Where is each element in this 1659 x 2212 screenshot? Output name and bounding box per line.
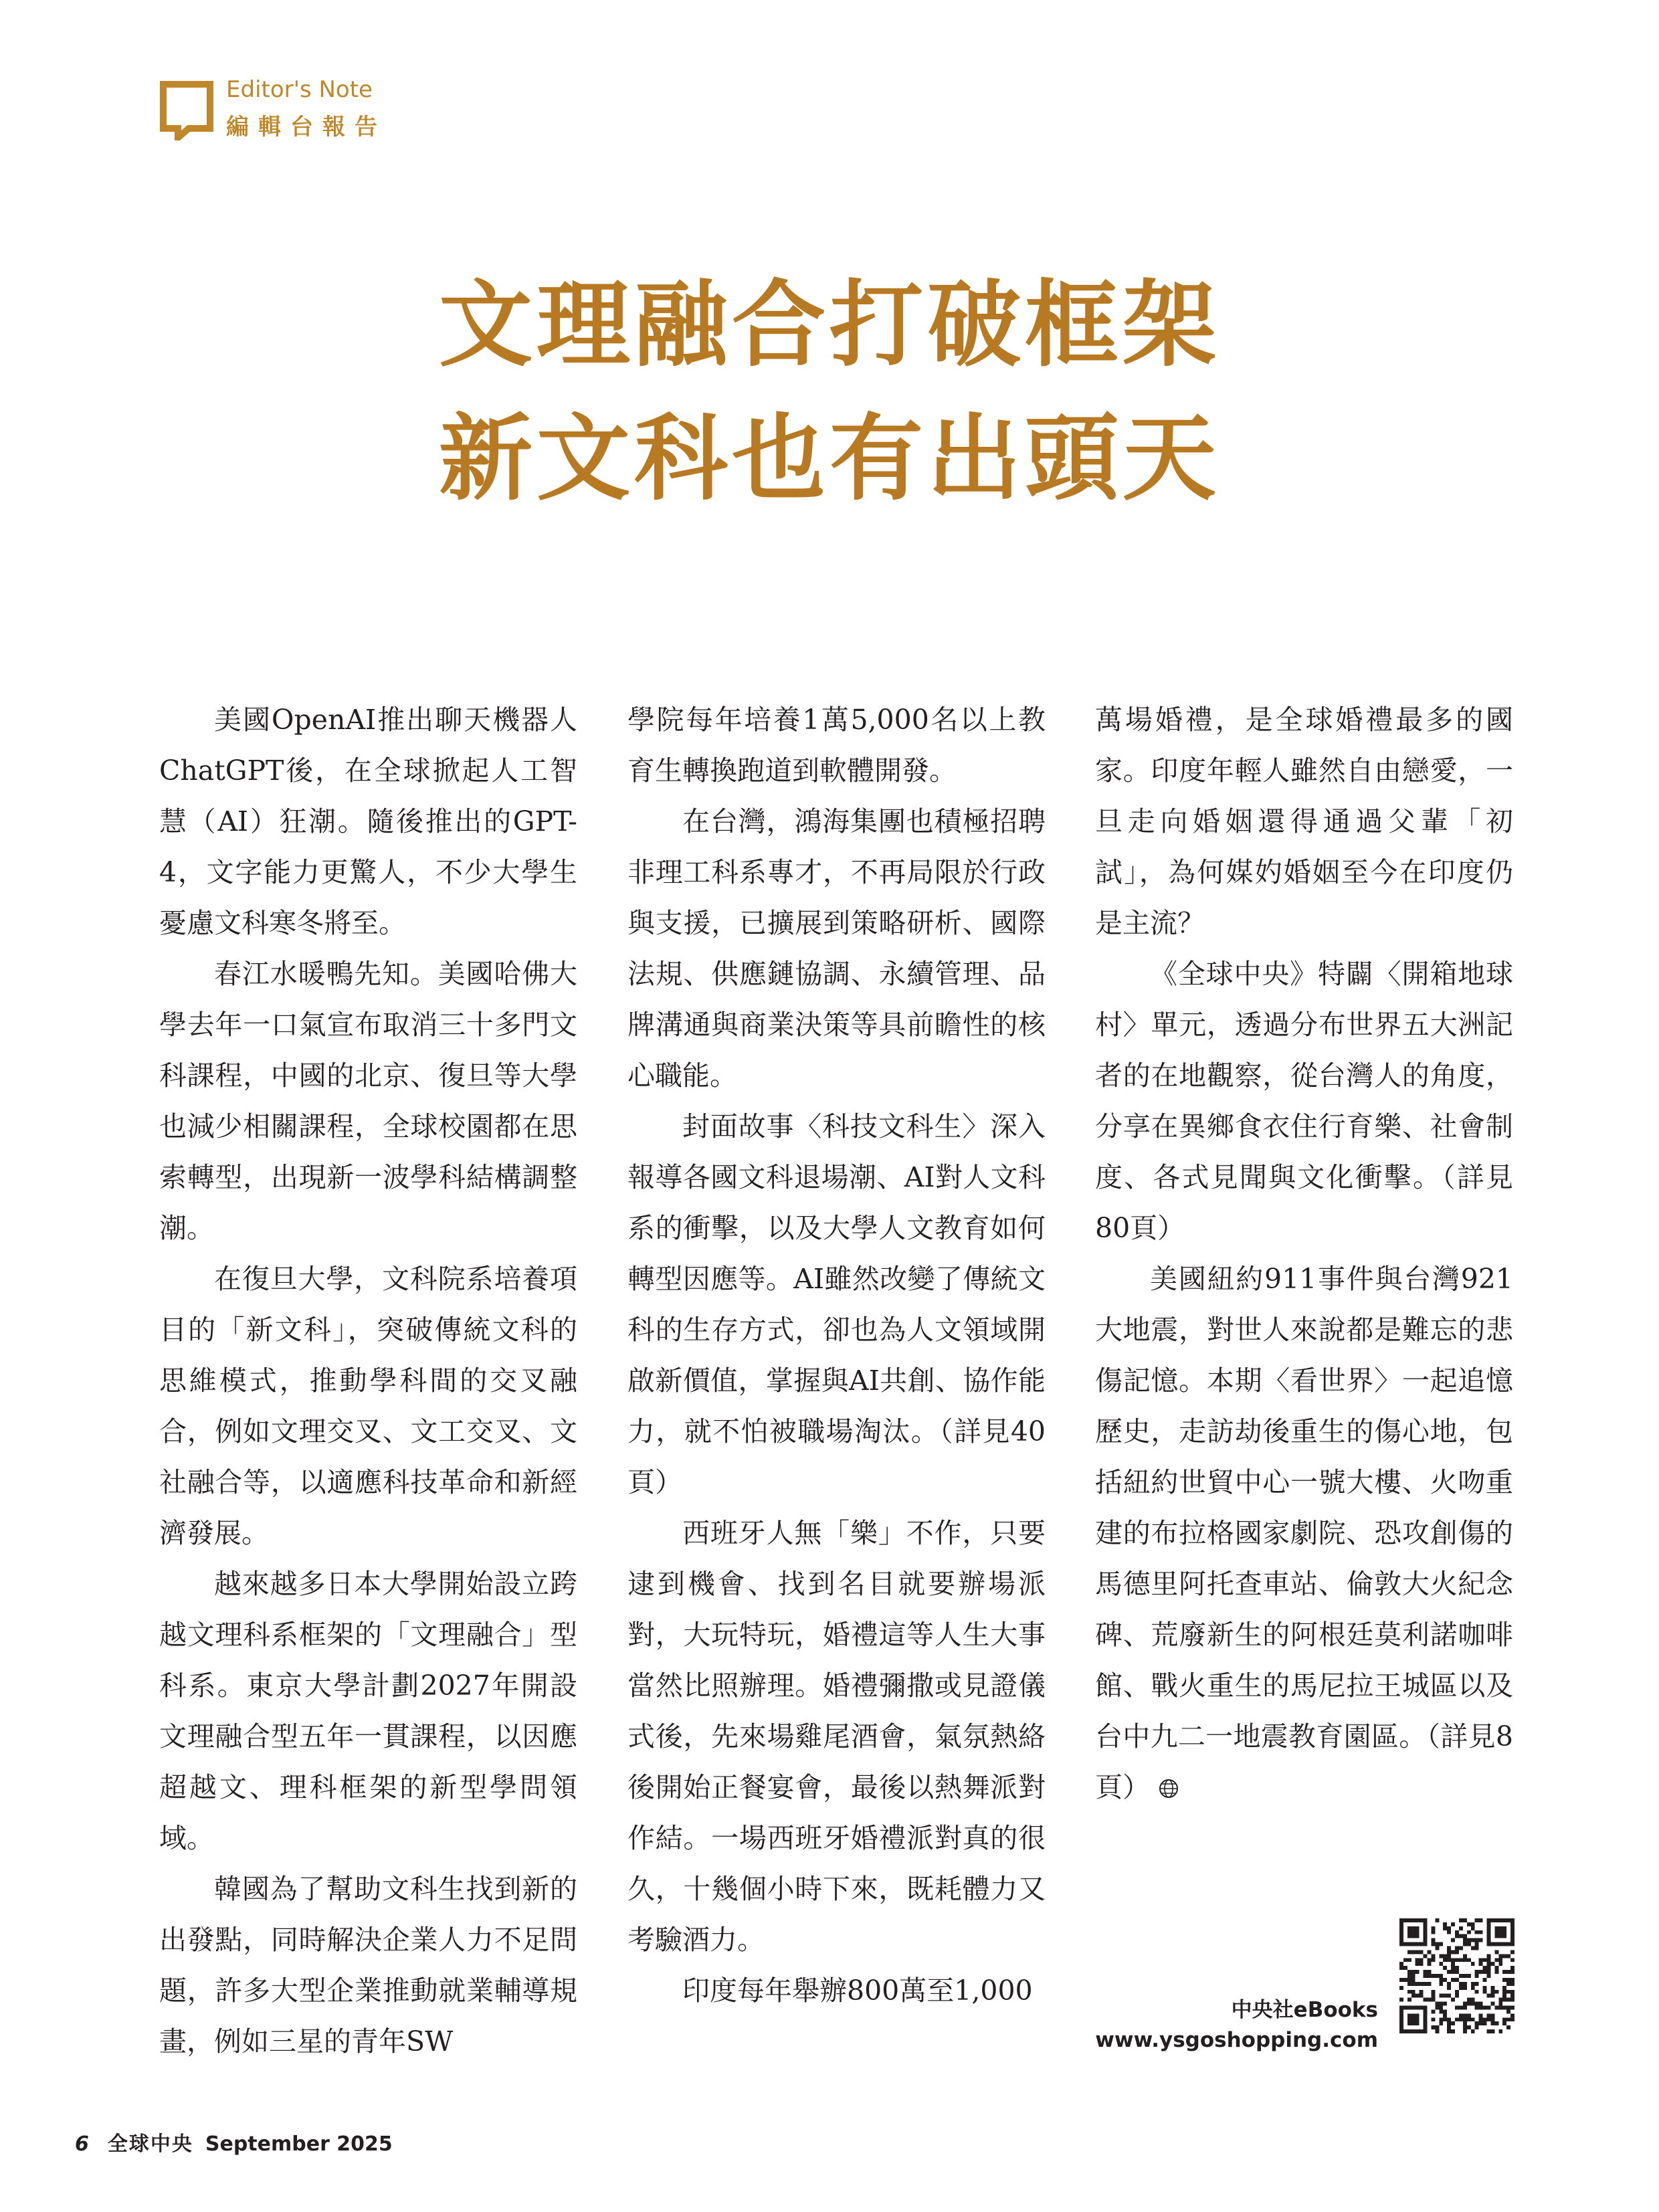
article-paragraph xyxy=(159,1253,577,1559)
article-paragraph xyxy=(159,694,577,948)
paragraph-text: 美國OpenAI推出聊天機器人ChatGPT後，在全球掀起人工智慧（AI）狂潮。隨後推出的GPT-4，文字能力更驚人，不少大學生憂慮文科寒冬將至。 xyxy=(159,704,577,939)
paragraph-text: 萬場婚禮，是全球婚禮最多的國家。印度年輕人雖然自由戀愛，一旦走向婚姻還得通過父輩「初試」，為何媒妁婚姻至今在印度仍是主流？ xyxy=(1095,704,1513,939)
article-column-2 xyxy=(627,694,1046,2016)
article-paragraph xyxy=(627,694,1046,796)
globe-icon xyxy=(1158,1778,1179,1799)
paragraph-text: 在復旦大學，文科院系培養項目的「新文科」，突破傳統文科的思維模式，推動學科間的交叉融合，例如文理交叉、文工交叉、文社融合等，以適應科技革命和新經濟發展。 xyxy=(159,1263,577,1549)
headline-line-1: 文理融合打破框架 xyxy=(438,270,1220,380)
article-paragraph xyxy=(627,796,1046,1101)
ebooks-label: 中央社eBooks xyxy=(1231,1998,1378,2022)
article-paragraph xyxy=(627,1965,1046,2016)
article-column-1 xyxy=(159,694,577,2067)
paragraph-text: 越來越多日本大學開始設立跨越文理科系框架的「文理融合」型科系。東京大學計劃2027年開設文理融合型五年一貫課程，以因應超越文、理科框架的新型學問領域。 xyxy=(159,1568,577,1854)
article-paragraph xyxy=(159,1559,577,1864)
article-paragraph xyxy=(1095,694,1513,948)
article-paragraph xyxy=(159,1864,577,2067)
paragraph-text: 在台灣，鴻海集團也積極招聘非理工科系專才，不再局限於行政與支援，已擴展到策略研析、國際法規、供應鏈協調、永續管理、品牌溝通與商業決策等具前瞻性的核心職能。 xyxy=(627,805,1046,1092)
page-footer xyxy=(75,2127,393,2156)
article-paragraph xyxy=(627,1101,1046,1508)
page-number: 6 xyxy=(75,2132,89,2156)
shop-url[interactable]: www.ysgoshopping.com xyxy=(1095,2028,1378,2052)
paragraph-text: 學院每年培養1萬5,000名以上教育生轉換跑道到軟體開發。 xyxy=(627,704,1046,787)
paragraph-text: 《全球中央》特闢〈開箱地球村〉單元，透過分布世界五大洲記者的在地觀察，從台灣人的角度，分享在異鄉食衣住行育樂、社會制度、各式見聞與文化衝擊。（詳見80頁） xyxy=(1095,958,1513,1244)
section-label-chinese: 編輯台報告 xyxy=(226,114,387,140)
article-column-3 xyxy=(1095,694,1513,1813)
paragraph-text: 春江水暖鴨先知。美國哈佛大學去年一口氣宣布取消三十多門文科課程，中國的北京、復旦等大學也減少相關課程，全球校園都在思索轉型，出現新一波學科結構調整潮。 xyxy=(159,958,577,1244)
article-paragraph xyxy=(1095,1253,1513,1813)
article-paragraph xyxy=(1095,948,1513,1253)
paragraph-text: 韓國為了幫助文科生找到新的出發點，同時解決企業人力不足問題，許多大型企業推動就業輔導規畫，例如三星的青年SW xyxy=(159,1873,577,2057)
paragraph-text: 印度每年舉辦800萬至1,000 xyxy=(682,1975,1033,2007)
paragraph-text: 封面故事〈科技文科生〉深入報導各國文科退場潮、AI對人文科系的衝擊，以及大學人文教育如何轉型因應等。AI雖然改變了傳統文科的生存方式，卻也為人文領域開啟新價值，掌握與AI共創、協作能力，就不怕被職場淘汰。（詳見40頁） xyxy=(627,1110,1046,1498)
article-paragraph xyxy=(627,1508,1046,1965)
article-paragraph xyxy=(159,948,577,1253)
headline-line-2: 新文科也有出頭天 xyxy=(438,404,1220,514)
paragraph-text: 西班牙人無「樂」不作，只要逮到機會、找到名目就要辦場派對，大玩特玩，婚禮這等人生大事當然比照辦理。婚禮彌撒或見證儀式後，先來場雞尾酒會，氣氛熱絡後開始正餐宴會，最後以熱舞派對作結。一場西班牙婚禮派對真的很久，十幾個小時下來，既耗體力又考驗酒力。 xyxy=(627,1517,1046,1956)
publication-name: 全球中央 xyxy=(107,2132,193,2156)
section-label-english: Editor's Note xyxy=(226,76,373,103)
paragraph-text: 美國紐約911事件與台灣921大地震，對世人來說都是難忘的悲傷記憶。本期〈看世界〉一起追憶歷史，走訪劫後重生的傷心地，包括紐約世貿中心一號大樓、火吻重建的布拉格國家劇院、恐攻創傷的馬德里阿托查車站、倫敦大火紀念碑、荒廢新生的阿根廷莫利諾咖啡館、戰火重生的馬尼拉王城區以及台中九二一地震教育園區。（詳見8頁） xyxy=(1095,1263,1513,1803)
issue-date: September 2025 xyxy=(205,2132,393,2156)
speech-bubble-icon xyxy=(159,80,214,140)
qr-code-icon[interactable] xyxy=(1399,1918,1515,2033)
